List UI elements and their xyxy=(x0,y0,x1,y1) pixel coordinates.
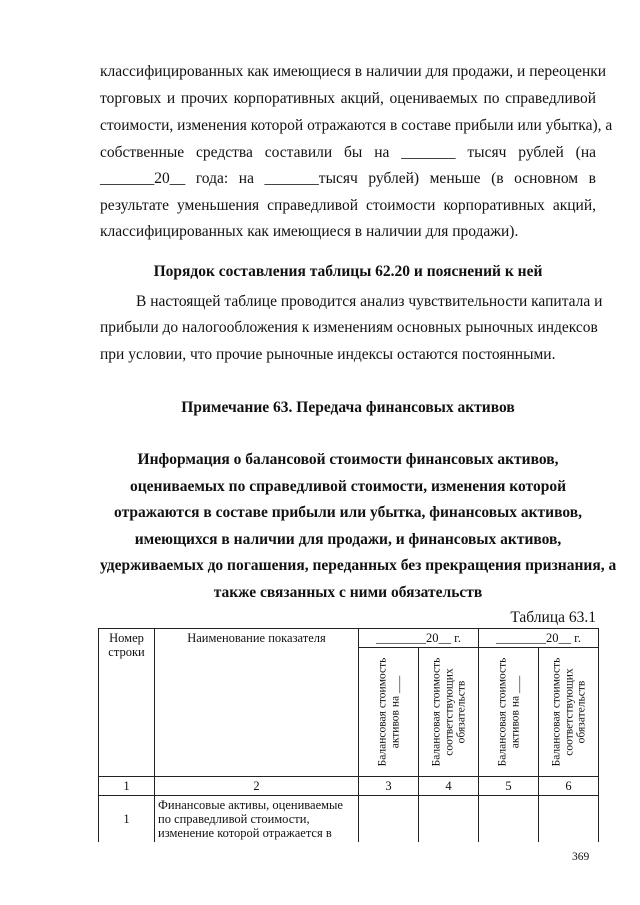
paragraph1-line2: торговых и прочих корпоративных акций, оцениваемых по справедливой xyxy=(100,90,596,107)
subheader-liabilities-2-text: Балансовая стоимость соответствующих обязательств xyxy=(549,657,587,767)
paragraph2-line1: В настоящей таблице проводится анализ чувствительности капитала и xyxy=(136,293,603,310)
note-63-heading: Примечание 63. Передача финансовых активов xyxy=(181,399,515,416)
info-heading-line5: удерживаемых до погашения, переданных без прекращения признания, а xyxy=(100,557,617,574)
row-value-cell xyxy=(359,796,419,843)
subheader-assets-2-text: Балансовая стоимость активов на ___ xyxy=(496,657,521,767)
row-indicator-cell: Финансовые активы, оцениваемые по справедливой стоимости, изменение которой отражается в xyxy=(155,796,359,843)
table-index-row xyxy=(99,777,599,796)
header-row-number: Номер строки xyxy=(99,629,155,777)
paragraph1-line6: результате уменьшения справедливой стоимости корпоративных акций, xyxy=(100,197,596,214)
table-63-1 xyxy=(98,628,599,842)
info-heading-line4: имеющихся в наличии для продажи, и финансовых активов, xyxy=(134,531,562,548)
row-number-cell: 1 xyxy=(99,796,155,843)
subheader-liabilities-2 xyxy=(539,648,599,777)
paragraph1-line3: стоимости, изменения которой отражаются в составе прибыли или убытка), а xyxy=(100,117,613,134)
index-cell: 3 xyxy=(359,777,419,796)
paragraph2-line2: прибыли до налогообложения к изменениям основных рыночных индексов xyxy=(100,319,598,336)
subheader-liabilities-1 xyxy=(419,648,479,777)
paragraph1-line5: _______20__ года: на _______тысяч рублей) меньше (в основном в xyxy=(100,170,596,187)
paragraph1-line7: классифицированных как имеющиеся в наличии для продажи). xyxy=(100,223,519,240)
row-value-cell xyxy=(479,796,539,843)
index-cell: 6 xyxy=(539,777,599,796)
index-cell: 5 xyxy=(479,777,539,796)
header-period-2: ________20__ г. xyxy=(479,629,599,648)
paragraph2-line3: при условии, что прочие рыночные индексы остаются постоянными. xyxy=(100,346,556,363)
subheader-assets-2 xyxy=(479,648,539,777)
header-period-1: ________20__ г. xyxy=(359,629,479,648)
info-heading-line3: отражаются в составе прибыли или убытка, финансовых активов, xyxy=(114,504,582,521)
table-row xyxy=(99,796,599,843)
row-value-cell xyxy=(539,796,599,843)
subheader-liabilities-1-text: Балансовая стоимость соответствующих обязательств xyxy=(429,657,467,767)
subheader-assets-1-text: Балансовая стоимость активов на ___ xyxy=(376,657,401,767)
paragraph1-line4: собственные средства составили бы на _______ тысяч рублей (на xyxy=(100,144,596,161)
row-value-cell xyxy=(419,796,479,843)
subheader-assets-1 xyxy=(359,648,419,777)
paragraph1-line1: классифицированных как имеющиеся в наличии для продажи, и переоценки xyxy=(100,63,607,80)
index-cell: 1 xyxy=(99,777,155,796)
info-heading-line1: Информация о балансовой стоимости финансовых активов, xyxy=(137,451,559,468)
info-heading-line6: также связанных с ними обязательств xyxy=(213,584,483,601)
index-cell: 4 xyxy=(419,777,479,796)
index-cell: 2 xyxy=(155,777,359,796)
table-label: Таблица 63.1 xyxy=(510,609,596,626)
section-heading-table-62-20: Порядок составления таблицы 62.20 и пояснений к ней xyxy=(153,263,543,280)
info-heading-line2: оцениваемых по справедливой стоимости, изменения которой xyxy=(129,478,567,495)
table-header-row xyxy=(99,629,599,648)
page-number: 369 xyxy=(572,851,590,863)
header-indicator-name: Наименование показателя xyxy=(155,629,359,777)
